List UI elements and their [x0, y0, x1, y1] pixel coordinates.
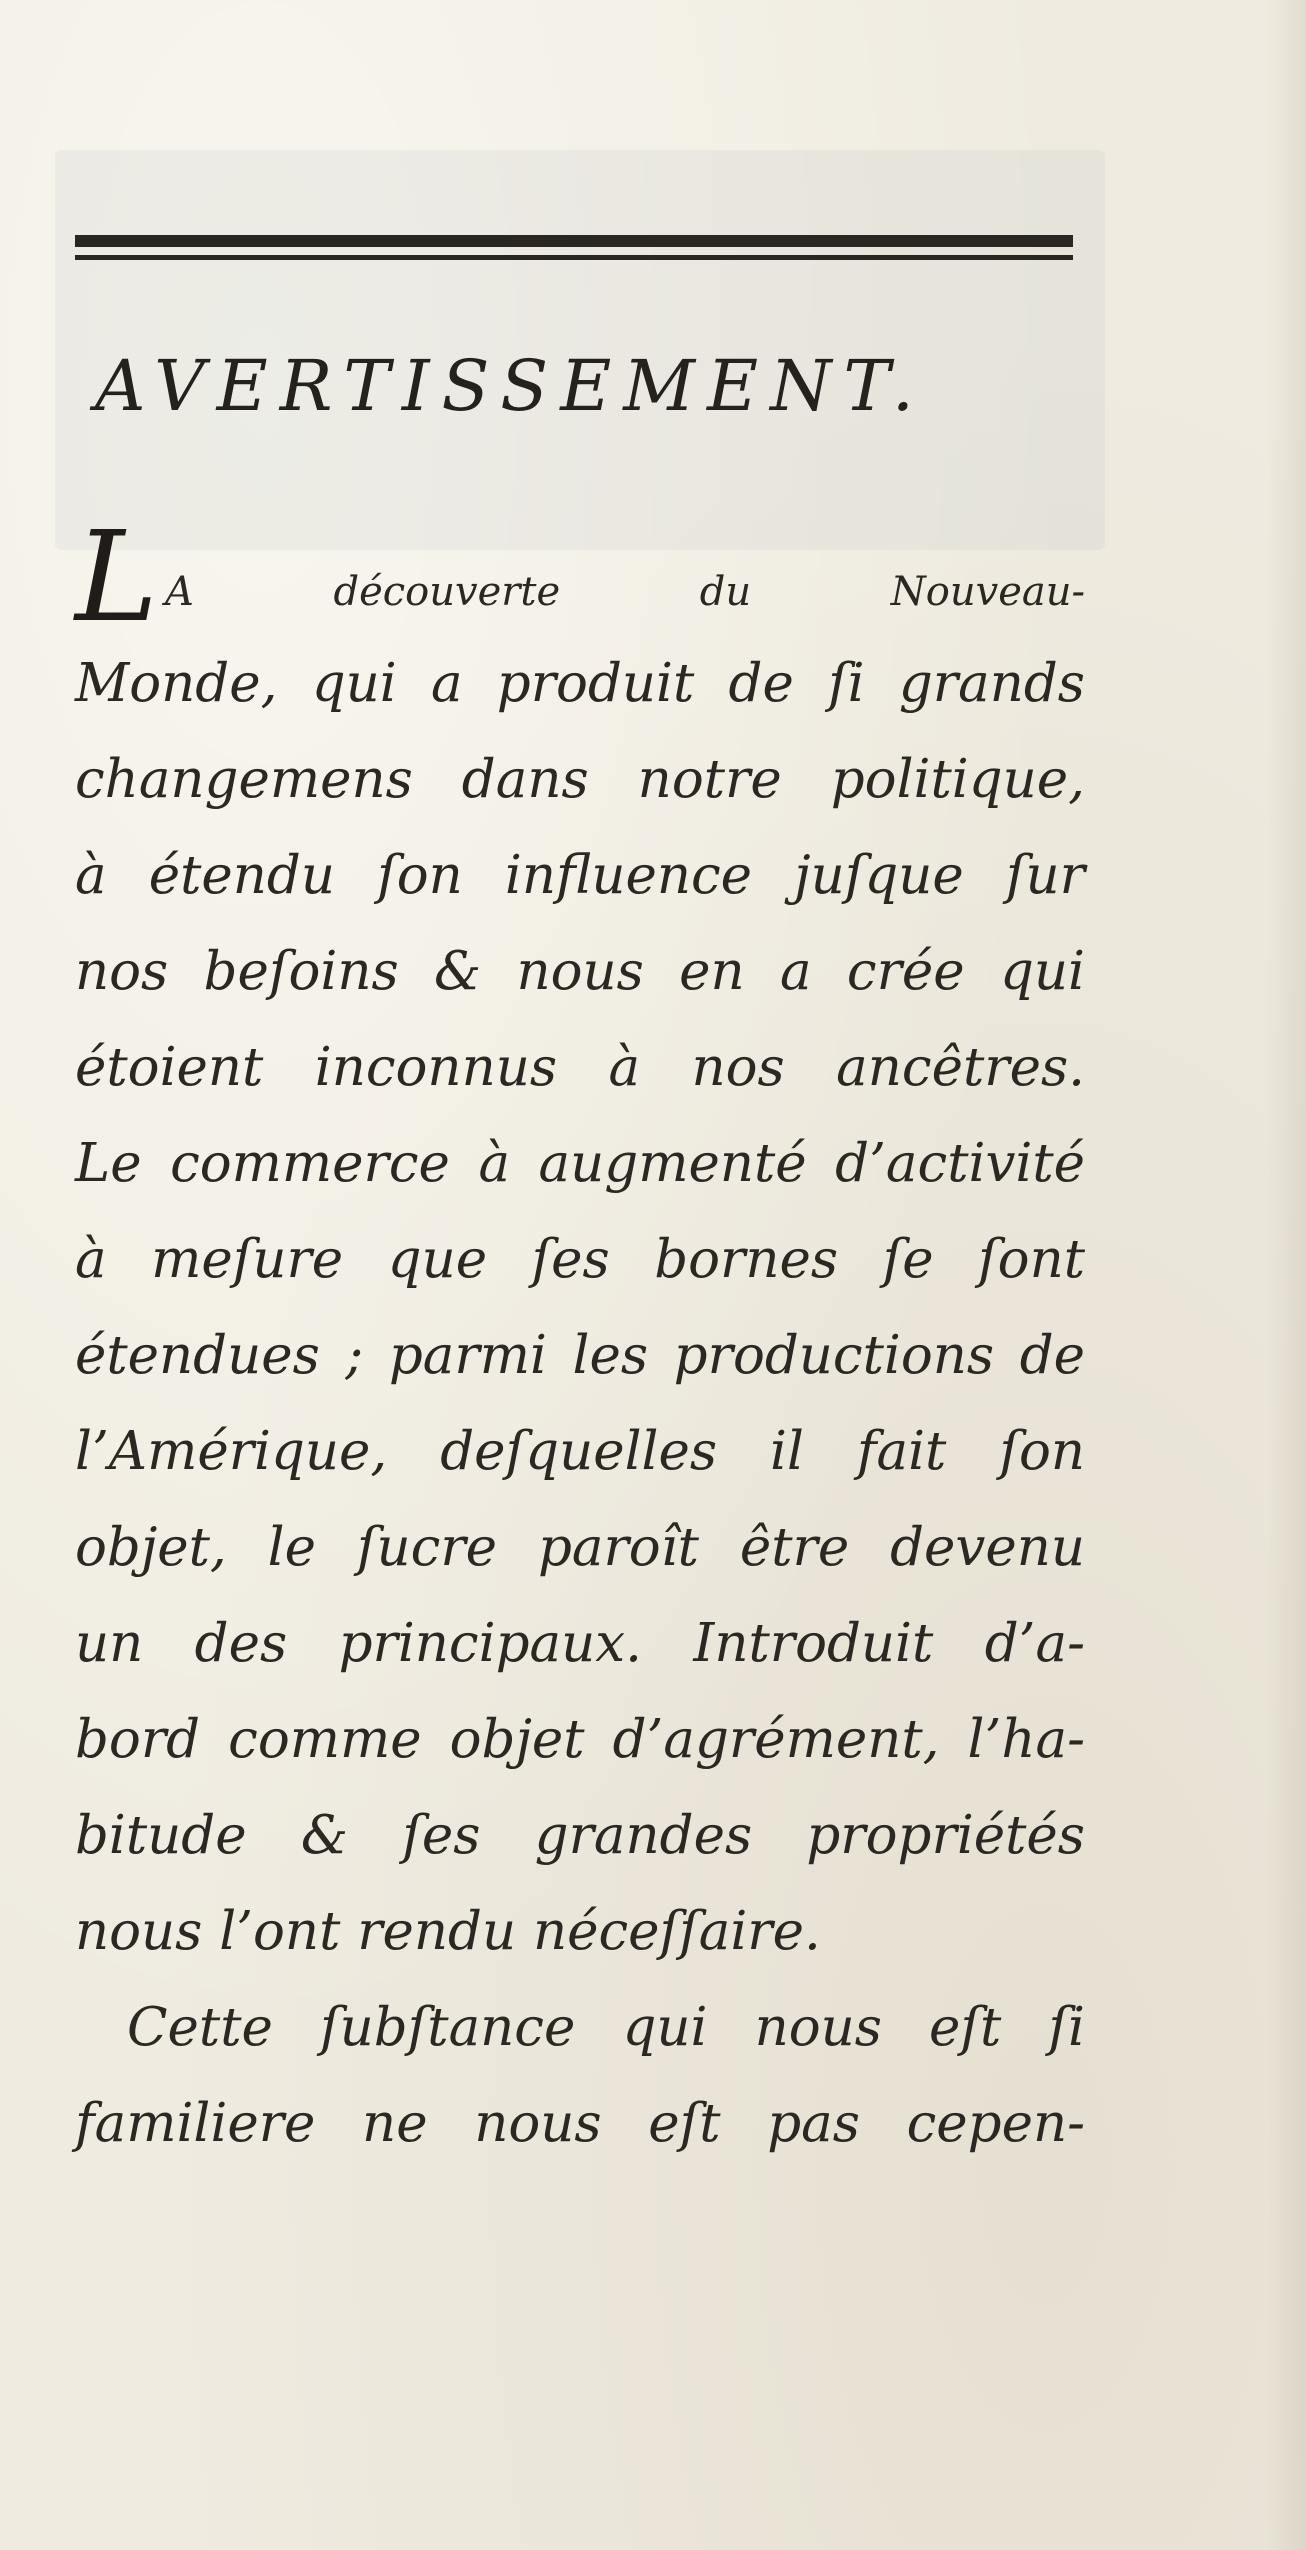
text-line: familiere ne nous eſt pas cepen- — [75, 2093, 1085, 2154]
text-line: bord comme objet d’agrément, l’ha- — [75, 1709, 1085, 1770]
text-line: bitude & ſes grandes propriétés — [75, 1805, 1085, 1866]
thin-rule — [75, 255, 1073, 260]
text-line: un des principaux. Introduit d’a- — [75, 1613, 1085, 1674]
thick-rule — [75, 235, 1073, 247]
page-heading: AVERTISSEMENT. — [95, 345, 926, 427]
text-line: nos beſoins & nous en a crée qui — [75, 941, 1085, 1002]
drop-cap: L — [75, 505, 159, 650]
text-line: nous l’ont rendu néceſſaire. — [75, 1901, 821, 1962]
text-line: à meſure que ſes bornes ſe ſont — [75, 1229, 1085, 1290]
text-line-first — [75, 540, 1085, 636]
text-line: objet, le ſucre paroît être devenu — [75, 1517, 1085, 1578]
page-edge-shadow — [1266, 0, 1306, 2550]
text-line: changemens dans notre politique, — [75, 749, 1085, 810]
header-double-rule — [75, 235, 1073, 263]
text-line: étendues ; parmi les productions de — [75, 1325, 1085, 1386]
text-line: l’Amérique, deſquelles il fait ſon — [75, 1421, 1085, 1482]
text-line: à étendu ſon influence juſque ſur — [75, 845, 1085, 906]
text-line: Cette ſubſtance qui nous eſt ſi — [127, 1997, 1085, 2058]
first-line-text: A découverte du Nouveau- — [165, 569, 1085, 615]
body-text — [75, 540, 1085, 2172]
text-line: Le commerce à augmenté d’activité — [75, 1133, 1085, 1194]
text-line: Monde, qui a produit de ſi grands — [75, 653, 1085, 714]
text-line: étoient inconnus à nos ancêtres. — [75, 1037, 1085, 1098]
